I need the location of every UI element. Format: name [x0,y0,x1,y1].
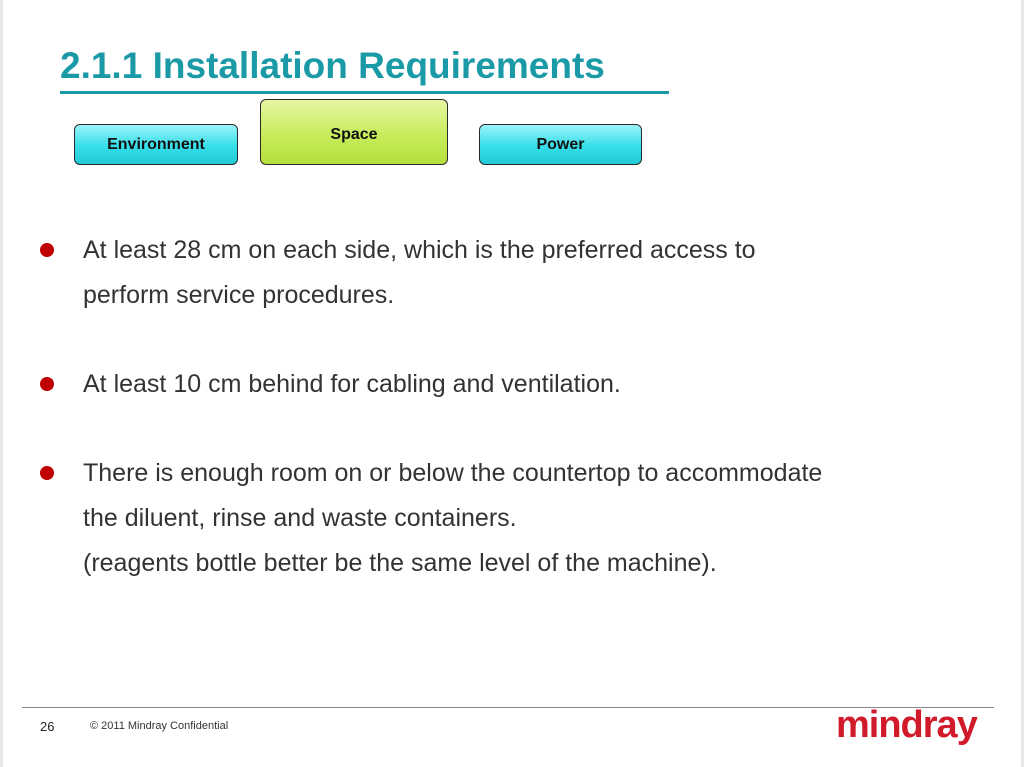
bullet-item [83,451,822,586]
tab-environment[interactable]: Environment [74,124,238,165]
tab-power[interactable]: Power [479,124,642,165]
bullet-text: At least 28 cm on each side, which is the preferred access to [83,236,756,264]
tab-space[interactable]: Space [260,99,448,165]
bullet-text: (reagents bottle better be the same level of the machine). [83,549,717,577]
bullet-item [83,362,621,407]
bullet-text: There is enough room on or below the countertop to accommodate [83,459,823,487]
bullet-item [83,228,756,318]
slide-edge-left [0,0,3,767]
bullet-dot-icon [40,466,54,480]
mindray-logo: mindray [836,704,977,746]
page-title: 2.1.1 Installation Requirements [60,45,605,86]
bullet-text: the diluent, rinse and waste containers. [83,504,517,532]
bullet-dot-icon [40,243,54,257]
bullet-dot-icon [40,377,54,391]
title-underline [60,91,669,94]
copyright-notice: © 2011 Mindray Confidential [90,720,229,732]
bullet-text: perform service procedures. [83,281,395,309]
bullet-text: At least 10 cm behind for cabling and ventilation. [83,370,621,398]
page-number: 26 [40,719,55,734]
